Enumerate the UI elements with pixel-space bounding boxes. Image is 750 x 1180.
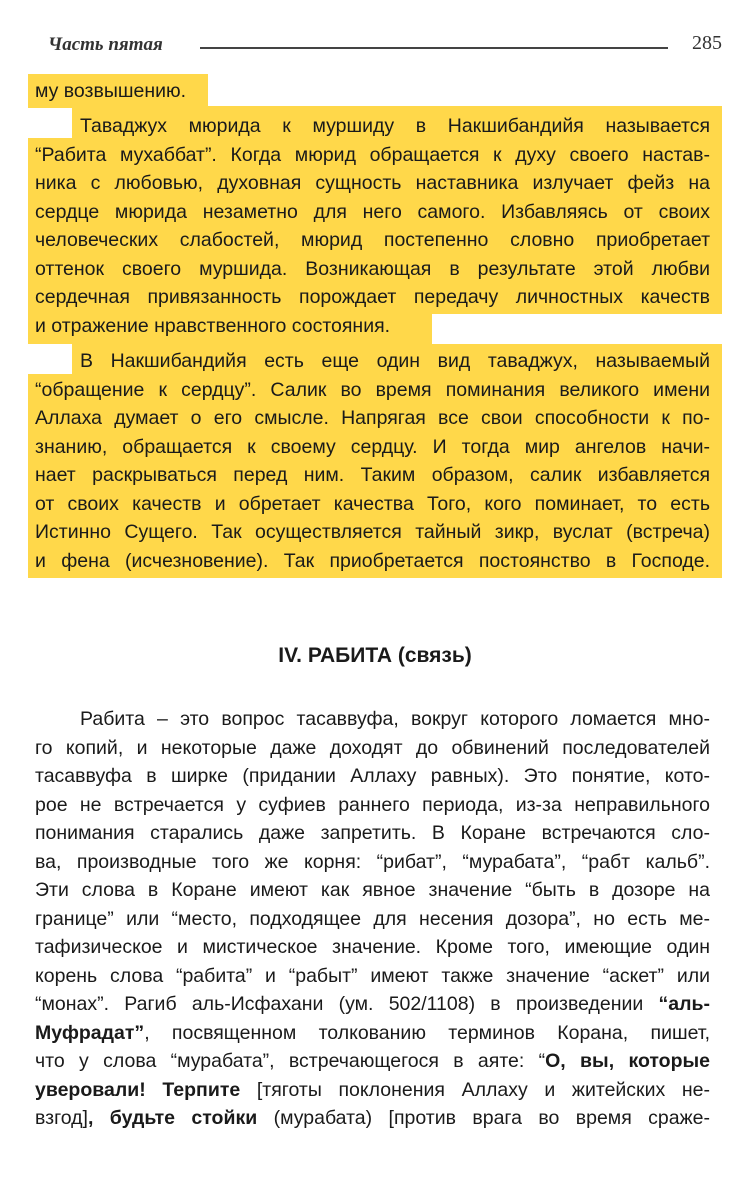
page-header — [48, 30, 722, 60]
bold-text: Муфрадат” — [35, 1021, 145, 1044]
text-line — [35, 705, 710, 734]
text-line: и отражение нравственного состояния. — [35, 314, 391, 337]
text-line: сердце мюрида незаметно для него самого. Избавляясь от своих — [35, 200, 710, 223]
paragraph-rabita-muhabbat — [35, 112, 710, 340]
text-line: Аллаха думает о его смысле. Напрягая все свои способности к по- — [35, 407, 710, 429]
text-span: В Накшибандийя есть еще один вид таваджух, называемый — [80, 350, 710, 372]
text-line: Истинно Сущего. Так осуществляется тайный зикр, вуслат (встреча) — [35, 521, 710, 543]
text-line: и фена (исчезновение). Так приобретается постоянство в Господе. — [35, 549, 710, 572]
text-line: “обращение к сердцу”. Салик во время поминания великого имени — [35, 378, 710, 401]
text-span: [тяготы поклонения Аллаху и житейских не- — [240, 1078, 711, 1101]
text-line: го копий, и некоторые даже доходят до обвинений последователей — [35, 736, 710, 759]
section-heading: IV. РАБИТА (связь) — [278, 644, 472, 667]
text-line: знанию, обращается к своему сердцу. И тогда мир ангелов начи- — [35, 435, 710, 458]
text-span: , посвященном толкованию терминов Корана, пишет, — [144, 1021, 710, 1044]
text-line: тафизическое и мистическое значение. Кроме того, имеющие один — [35, 936, 710, 958]
text-line: человеческих слабостей, мюрид постепенно словно приобретает — [35, 229, 710, 251]
section-title: Часть пятая — [48, 34, 163, 55]
page-number: 285 — [692, 32, 722, 54]
text-line: ника с любовью, духовная сущность наставника излучает фейз на — [35, 172, 710, 194]
paragraph-obrashchenie — [35, 347, 710, 575]
text-line: нает раскрываться перед ним. Таким образом, салик избавляется — [35, 464, 710, 486]
text-span: что у слова “мурабата”, встречающегося в аяте: “ — [35, 1050, 546, 1072]
text-line: тасаввуфа в ширке (придании Аллаху равных). Это понятие, кото- — [35, 765, 710, 787]
text-span: Рабита – это вопрос тасаввуфа, вокруг которого ломается мно- — [80, 708, 710, 730]
bold-text: О, вы, которые — [545, 1050, 710, 1072]
text-line: му возвышению. — [35, 80, 187, 102]
text-line — [35, 347, 710, 376]
text-line — [35, 112, 710, 141]
bold-text: , будьте стойки — [87, 1107, 258, 1129]
text-span: взгод] — [35, 1107, 88, 1129]
bold-text: уверовали! Терпите — [35, 1078, 241, 1101]
text-line — [35, 1076, 710, 1105]
text-span: Таваджух мюрида к муршиду в Накшибандийя называется — [80, 115, 710, 137]
text-line — [35, 1104, 710, 1133]
header-rule — [200, 47, 668, 49]
text-line: “Рабита мухаббат”. Когда мюрид обращается к духу своего настав- — [35, 143, 710, 166]
text-line: границе” или “место, подходящее для несения дозора”, но есть ме- — [35, 907, 710, 930]
text-line: рое не встречается у суфиев раннего периода, из-за неправильного — [35, 793, 710, 816]
text-line — [35, 1019, 710, 1048]
text-line: корень слова “рабита” и “рабыт” имеют также значение “аскет” или — [35, 964, 710, 987]
text-span: “монах”. Рагиб аль-Исфахани (ум. 502/1108) в произведении — [35, 993, 659, 1015]
text-line — [35, 990, 710, 1019]
text-line: Эти слова в Коране имеют как явное значение “быть в дозоре на — [35, 879, 710, 901]
text-line — [35, 1047, 710, 1076]
text-line: понимания старались даже запретить. В Коране встречаются сло- — [35, 822, 710, 844]
text-line: от своих качеств и обретает качества Того, кого поминает, то есть — [35, 492, 710, 515]
text-span: (мурабата) [против врага во время сраже- — [257, 1107, 711, 1129]
paragraph-rabita — [35, 705, 710, 1133]
text-line: ва, производные того же корня: “рибат”, “мурабата”, “рабт кальб”. — [35, 850, 710, 873]
text-line: сердечная привязанность порождает передачу личностных качеств — [35, 286, 710, 308]
paragraph-continuation — [35, 77, 710, 106]
text-line: оттенок своего муршида. Возникающая в результате этой любви — [35, 257, 710, 280]
bold-text: “аль- — [658, 993, 710, 1015]
